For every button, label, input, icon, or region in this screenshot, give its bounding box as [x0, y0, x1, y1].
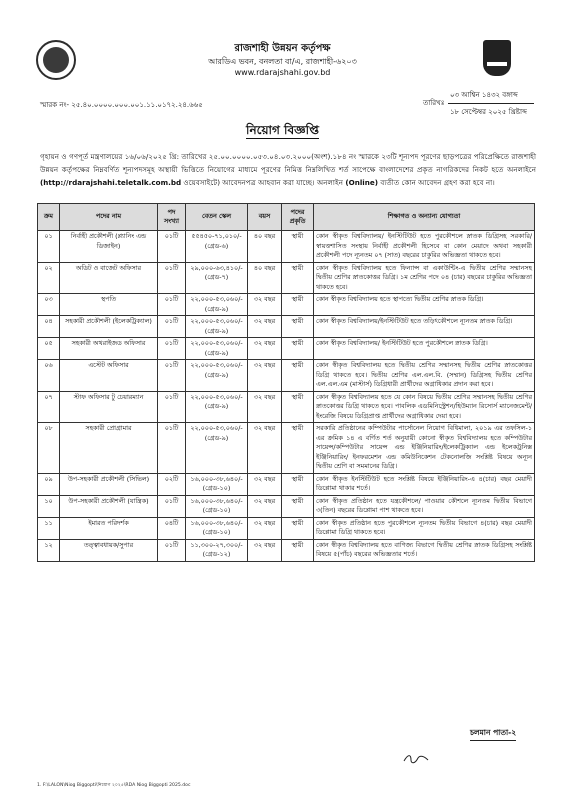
row-post: উপ-সহকারী প্রকৌশলী (যান্ত্রিক)	[60, 495, 158, 517]
row-age: ৩২ বছর	[248, 316, 282, 338]
row-nature: স্থায়ী	[282, 539, 314, 561]
row-age: ৩২ বছর	[248, 473, 282, 495]
row-count: ০১টি	[158, 391, 186, 423]
col-header-age: বয়স	[248, 204, 282, 231]
row-count: ০১টি	[158, 316, 186, 338]
row-scale: ২২,০০০-৫৩,০৬০/- (গ্রেড-৯)	[186, 294, 248, 316]
row-qualification: কোন স্বীকৃত ইনস্টিটিউট হতে সংশ্লিষ্ট বিষয়ে ইঞ্জিনিয়ারিং-এ ৪(চার) বছর মেয়াদী ডিপ্লোমা থাকার শর্তে।	[314, 473, 535, 495]
row-qualification: কোন স্বীকৃত বিশ্ববিদ্যালয়/ইনস্টিটিউট হতে তড়িৎকৌশলে ন্যূনতম স্নাতক ডিগ্রি।	[314, 316, 535, 338]
table-row	[38, 294, 535, 316]
row-nature: স্থায়ী	[282, 338, 314, 360]
online-term: (Online)	[345, 178, 379, 187]
col-header-qualification: শিক্ষাগত ও অন্যান্য যোগ্যতা	[314, 204, 535, 231]
row-scale: ২৯,০০০-৬৩,৪১০/- (গ্রেড-৭)	[186, 262, 248, 294]
row-qualification: সরকারি প্রতিষ্ঠানের কম্পিউটার পার্সোনেল নিয়োগ বিধিমালা, ২০১৯ এর তফসিল-১ এর ক্রমিক ১৪ এ বর্ণিত শর্ত অনুযায়ী কোনো স্বীকৃত বিশ্ববিদ্যালয় হতে কম্পিউটার সায়েন্স/কম্পিউটার সায়েন্স এন্ড ইঞ্জিনিয়ারিং/ইলেকট্রিক্যাল এন্ড ইলেকট্রনিক্স ইঞ্জিনিয়ারিং/ ইনফরমেশন এন্ড কমিউনিকেশন টেকনোলজি সংশ্লিষ্ট বিষয়ে অন্যূন দ্বিতীয় শ্রেণি বা সমমানের ডিগ্রি।	[314, 423, 535, 474]
row-scale: ১১,৩০০-২৭,৩০০/- (গ্রেড-১২)	[186, 539, 248, 561]
row-scale: ২২,০০০-৫৩,০৬০/- (গ্রেড-৯)	[186, 360, 248, 392]
row-age: ৩২ বছর	[248, 360, 282, 392]
row-post: নির্বাহী প্রকৌশলী (প্ল্যানিং এন্ড ডিজাইন)	[60, 231, 158, 263]
memo-reference: স্মারক নং- ২৫.৪০.০০০০.০০০.০০১.১১.০১৭২.২৪.৬৬৫	[40, 101, 203, 109]
row-age: ৩২ বছর	[248, 495, 282, 517]
row-scale: ১৬,০০০-৩৮,৬৪০/- (গ্রেড-১০)	[186, 495, 248, 517]
table-row	[38, 473, 535, 495]
intro-part3: ব্যতীত কোন আবেদন গ্রহণ করা হবে না।	[380, 178, 495, 187]
row-qualification: কোন স্বীকৃত বিশ্ববিদ্যালয় হতে বাণিজ্য বিভাগে দ্বিতীয় শ্রেণির স্নাতক ডিগ্রিসহ সংশ্লিষ্ট বিষয়ে ৫(পাঁচ) বছরের অভিজ্ঞতার শর্তে।	[314, 539, 535, 561]
row-serial: ১১	[38, 517, 60, 539]
signature-mark	[402, 752, 430, 766]
row-post: স্থপতি	[60, 294, 158, 316]
intro-part1: গৃহায়ন ও গণপূর্ত মন্ত্রণালয়ের ১৬/০৬/২০২৫ খ্রি: তারিখের ২৫.০০.০০০০.০৫৩.০৪.০৩.২০০০(অংশ).১৮৪ নং স্মারকে ২৩টি শূন্যপদ পূরণের ছাড়পত্রের পরিপ্রেক্ষিতে রাজশাহী উন্নয়ন কর্তৃপক্ষের নিম্নবর্ণিত শূন্যপদসমূহ অস্থায়ী ভিত্তিতে নিয়োগের মাধ্যমে পূরণের নিমিত্ত নিম্নলিখিত শর্ত সাপেক্ষে বাংলাদেশের প্রকৃত নাগরিকদের নিকট হতে অনলাইনে	[40, 152, 536, 174]
row-age: ৩২ বছর	[248, 517, 282, 539]
row-serial: ০১	[38, 231, 60, 263]
row-age: ৩২ বছর	[248, 391, 282, 423]
row-qualification: কোন স্বীকৃত প্রতিষ্ঠান হতে পুরকৌশলে ন্যূনতম দ্বিতীয় বিভাগে ৪(চার) বছর মেয়াদী ডিপ্লোমা ডিগ্রি থাকতে হবে।	[314, 517, 535, 539]
row-count: ০২টি	[158, 473, 186, 495]
col-header-post: পদের নাম	[60, 204, 158, 231]
row-nature: স্থায়ী	[282, 231, 314, 263]
col-header-count: পদ সংখ্যা	[158, 204, 186, 231]
row-age: ৪০ বছর	[248, 262, 282, 294]
notice-title	[0, 122, 565, 142]
row-serial: ০৮	[38, 423, 60, 474]
date-bangla: ০৩ আশ্বিন ১৪৩২ বঙ্গাব্দ	[448, 88, 534, 104]
continued-page-note: চলমান পাতা-২	[470, 728, 516, 741]
row-nature: স্থায়ী	[282, 495, 314, 517]
table-row	[38, 262, 535, 294]
application-link[interactable]: (http://rdarajshahi.teletalk.com.bd	[40, 178, 182, 187]
row-age: ৪০ বছর	[248, 231, 282, 263]
row-nature: স্থায়ী	[282, 517, 314, 539]
row-serial: ০২	[38, 262, 60, 294]
row-count: ০১টি	[158, 423, 186, 474]
table-row	[38, 517, 535, 539]
col-header-nature: পদের প্রকৃতি	[282, 204, 314, 231]
table-row	[38, 338, 535, 360]
row-count: ০১টি	[158, 262, 186, 294]
row-qualification: কোন স্বীকৃত বিশ্ববিদ্যালয় হতে ফিন্যান্স বা একাউন্টিং-এ দ্বিতীয় শ্রেণির সম্মানসহ দ্বিতীয় শ্রেণির স্নাতকোত্তর ডিগ্রি। ১ম শ্রেণির পদে ০৪ (চার) বছরের চাকুরির অভিজ্ঞতা থাকতে হবে।	[314, 262, 535, 294]
table-row	[38, 360, 535, 392]
table-row	[38, 231, 535, 263]
table-row	[38, 495, 535, 517]
org-name: রাজশাহী উন্নয়ন কর্তৃপক্ষ	[234, 43, 331, 54]
row-serial: ১২	[38, 539, 60, 561]
row-post: সহকারী প্রোগ্রামার	[60, 423, 158, 474]
row-serial: ১০	[38, 495, 60, 517]
org-address: আরডিএ ভবন, বনলতা বা/এ, রাজশাহী-৬২০৩	[208, 57, 357, 66]
row-qualification: কোন স্বীকৃত বিশ্ববিদ্যালয়/ ইনস্টিটিউট হতে পুরকৌশলে স্নাতক ডিগ্রি।	[314, 338, 535, 360]
intro-paragraph	[40, 150, 536, 189]
date-label: তারিখঃ	[423, 99, 445, 107]
row-post: অডিট ও বাজেট অফিসার	[60, 262, 158, 294]
table-row	[38, 423, 535, 474]
org-website: www.rdarajshahi.gov.bd	[234, 68, 331, 77]
row-serial: ০৯	[38, 473, 60, 495]
col-header-scale: বেতন স্কেল	[186, 204, 248, 231]
row-age: ৩২ বছর	[248, 338, 282, 360]
row-scale: ২২,০০০-৫৩,০৬০/- (গ্রেড-৯)	[186, 338, 248, 360]
row-qualification: কোন স্বীকৃত বিশ্ববিদ্যালয় হতে দ্বিতীয় শ্রেণির সম্মানসহ দ্বিতীয় শ্রেণির স্নাতকোত্তর ডিগ্রি থাকতে হবে। দ্বিতীয় শ্রেণির এল.এল.বি. (সম্মান) ডিগ্রিসহ দ্বিতীয় শ্রেণির এল.এল.এম (মাস্টার্স) ডিগ্রিধারী প্রার্থীদের অগ্রাধিকার প্রদান করা হবে।	[314, 360, 535, 392]
row-scale: ২২,০০০-৫৩,০৬০/- (গ্রেড-৯)	[186, 316, 248, 338]
table-row	[38, 391, 535, 423]
row-count: ০১টি	[158, 495, 186, 517]
row-post: তত্ত্বাবধায়ক/সুপার	[60, 539, 158, 561]
row-post: এস্টেট অফিসার	[60, 360, 158, 392]
row-serial: ০৫	[38, 338, 60, 360]
table-row	[38, 316, 535, 338]
row-age: ৩২ বছর	[248, 294, 282, 316]
row-age: ৩২ বছর	[248, 539, 282, 561]
row-post: স্টাফ অফিসার টু চেয়ারম্যান	[60, 391, 158, 423]
row-post: উপ-সহকারী প্রকৌশলী (সিভিল)	[60, 473, 158, 495]
row-nature: স্থায়ী	[282, 423, 314, 474]
col-header-serial: ক্রম	[38, 204, 60, 231]
row-post: ইমারত পরিদর্শক	[60, 517, 158, 539]
row-count: ০১টি	[158, 338, 186, 360]
row-nature: স্থায়ী	[282, 391, 314, 423]
date-box	[448, 88, 534, 118]
intro-part2: ওয়েবসাইটে) আবেদনপত্র আহবান করা যাচ্ছে। অনলাইন	[183, 178, 344, 187]
row-count: ০৪টি	[158, 517, 186, 539]
row-count: ০১টি	[158, 231, 186, 263]
row-scale: ৫৫৪৫০-৭১,০১০/- (গ্রেড-৬)	[186, 231, 248, 263]
row-scale: ১৬,০০০-৩৮,৬৪০/- (গ্রেড-১০)	[186, 517, 248, 539]
row-qualification: কোন স্বীকৃত বিশ্ববিদ্যালয় হতে স্থাপত্যে দ্বিতীয় শ্রেণির স্নাতক ডিগ্রি।	[314, 294, 535, 316]
vacancy-table	[37, 203, 535, 562]
row-post: সহকারী অথরাইজড অফিসার	[60, 338, 158, 360]
row-count: ০১টি	[158, 539, 186, 561]
row-serial: ০৩	[38, 294, 60, 316]
row-nature: স্থায়ী	[282, 473, 314, 495]
row-post: সহকারী প্রকৌশলী (ইলেকট্রিক্যাল)	[60, 316, 158, 338]
row-nature: স্থায়ী	[282, 262, 314, 294]
row-scale: ২২,০০০-৫৩,০৬০/- (গ্রেড-৯)	[186, 391, 248, 423]
row-nature: স্থায়ী	[282, 360, 314, 392]
row-count: ০১টি	[158, 360, 186, 392]
file-path-footer: 1. F:\LALON\Niog Biggopti\নিয়োগ ২০২৫\RDA Niog Biggopti 2025.doc	[37, 783, 191, 788]
row-serial: ০৭	[38, 391, 60, 423]
row-scale: ২২,০০০-৫৩,০৬০/- (গ্রেড-৯)	[186, 423, 248, 474]
row-scale: ১৬,০০০-৩৮,৬৪০/- (গ্রেড-১০)	[186, 473, 248, 495]
notice-title-text: নিয়োগ বিজ্ঞপ্তি	[246, 123, 319, 137]
row-qualification: কোন স্বীকৃত বিশ্ববিদ্যালয় হতে যে কোন বিষয়ে দ্বিতীয় শ্রেণির সম্মানসহ দ্বিতীয় শ্রেণির স্নাতকোত্তর ডিগ্রি থাকতে হবে। পাবলিক এডমিনিস্ট্রেশন/হিউম্যান রিসোর্স ম্যানেজমেন্ট/ইংরেজি বিষয়ে ডিগ্রিপ্রাপ্ত প্রার্থীদের অগ্রাধিকার দেয়া হবে।	[314, 391, 535, 423]
date-english: ১৮ সেপ্টেম্বর ২০২৫ খ্রিষ্টাব্দ	[450, 108, 527, 116]
row-qualification: কোন স্বীকৃত বিশ্ববিদ্যালয়/ ইনস্টিটিউট হতে পুরকৌশলে স্নাতক ডিগ্রিসহ সরকারি/ স্বায়ত্তশাসিত সংস্থায় নির্বাহী প্রকৌশলী হিসেবে বা কোন মেয়াদে অথবা সহকারী প্রকৌশলী পদে ন্যূনতম ০৭ (সাত) বছরের চাকুরির অভিজ্ঞতা থাকতে হবে।	[314, 231, 535, 263]
row-nature: স্থায়ী	[282, 294, 314, 316]
table-row	[38, 539, 535, 561]
row-serial: ০৪	[38, 316, 60, 338]
row-serial: ০৬	[38, 360, 60, 392]
row-nature: স্থায়ী	[282, 316, 314, 338]
row-qualification: কোন স্বীকৃত প্রতিষ্ঠান হতে যন্ত্রকৌশলে/ পাওয়ার কৌশলে ন্যূনতম দ্বিতীয় বিভাগে ৩(তিন) বছরের ডিপ্লোমা পাশ থাকতে হবে।	[314, 495, 535, 517]
row-count: ০১টি	[158, 294, 186, 316]
table-header-row	[38, 204, 535, 231]
row-age: ৩২ বছর	[248, 423, 282, 474]
